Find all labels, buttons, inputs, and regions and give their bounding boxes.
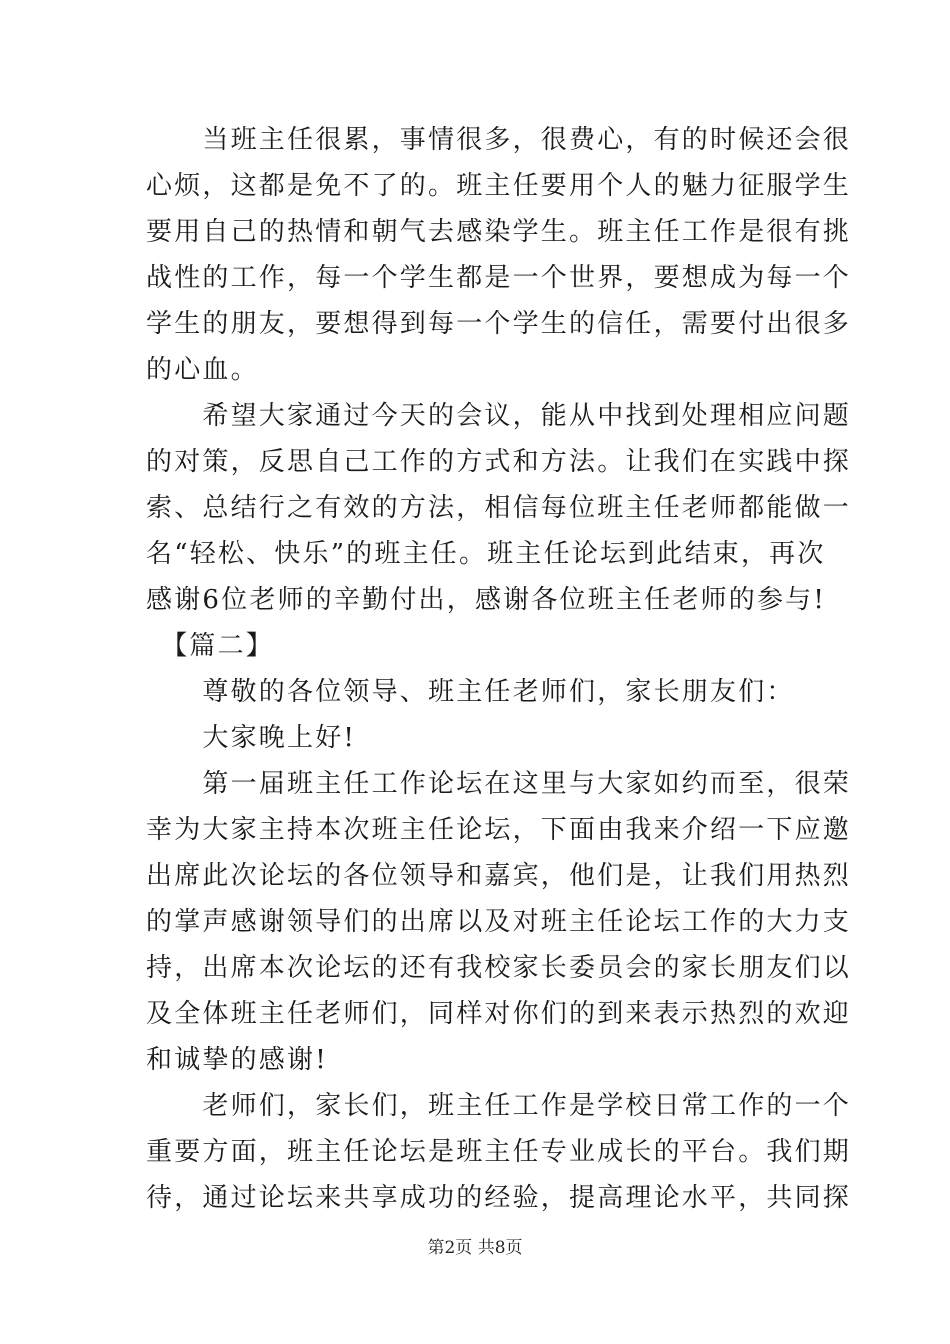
text-line-10: 名“轻松、快乐”的班主任。班主任论坛到此结束，再次 (146, 539, 826, 569)
text-line-11: 感谢6位老师的辛勤付出，感谢各位班主任老师的参与! (146, 585, 826, 615)
text-line-7: 希望大家通过今天的会议，能从中找到处理相应问题 (146, 401, 852, 431)
text-line-24: 待，通过论坛来共享成功的经验，提高理论水平，共同探 (146, 1183, 852, 1213)
text-line-22: 老师们，家长们，班主任工作是学校日常工作的一个 (146, 1091, 852, 1121)
text-line-20: 及全体班主任老师们，同样对你们的到来表示热烈的欢迎 (146, 999, 852, 1029)
text-line-2: 心烦，这都是免不了的。班主任要用个人的魅力征服学生 (146, 171, 852, 201)
text-line-23: 重要方面，班主任论坛是班主任专业成长的平台。我们期 (146, 1137, 852, 1167)
text-line-8: 的对策，反思自己工作的方式和方法。让我们在实践中探 (146, 447, 852, 477)
text-line-1: 当班主任很累，事情很多，很费心，有的时候还会很 (146, 125, 852, 155)
salutation-line: 尊敬的各位领导、班主任老师们，家长朋友们： (146, 677, 795, 707)
greeting-line: 大家晚上好! (146, 723, 357, 753)
text-line-9: 索、总结行之有效的方法，相信每位班主任老师都能做一 (146, 493, 852, 523)
text-line-16: 幸为大家主持本次班主任论坛，下面由我来介绍一下应邀 (146, 815, 852, 845)
text-line-6: 的心血。 (146, 355, 259, 385)
text-line-19: 持，出席本次论坛的还有我校家长委员会的家长朋友们以 (146, 953, 852, 983)
page-footer: 第2页 共8页 (427, 1238, 523, 1258)
text-line-15: 第一届班主任工作论坛在这里与大家如约而至，很荣 (146, 769, 852, 799)
text-line-17: 出席此次论坛的各位领导和嘉宾，他们是，让我们用热烈 (146, 861, 852, 891)
text-line-18: 的掌声感谢领导们的出席以及对班主任论坛工作的大力支 (146, 907, 852, 937)
text-line-21: 和诚挚的感谢! (146, 1045, 328, 1075)
text-line-4: 战性的工作，每一个学生都是一个世界，要想成为每一个 (146, 263, 852, 293)
text-line-5: 学生的朋友，要想得到每一个学生的信任，需要付出很多 (146, 309, 852, 339)
text-line-3: 要用自己的热情和朝气去感染学生。班主任工作是很有挑 (146, 217, 852, 247)
section-heading: 【篇二】 (146, 631, 275, 661)
